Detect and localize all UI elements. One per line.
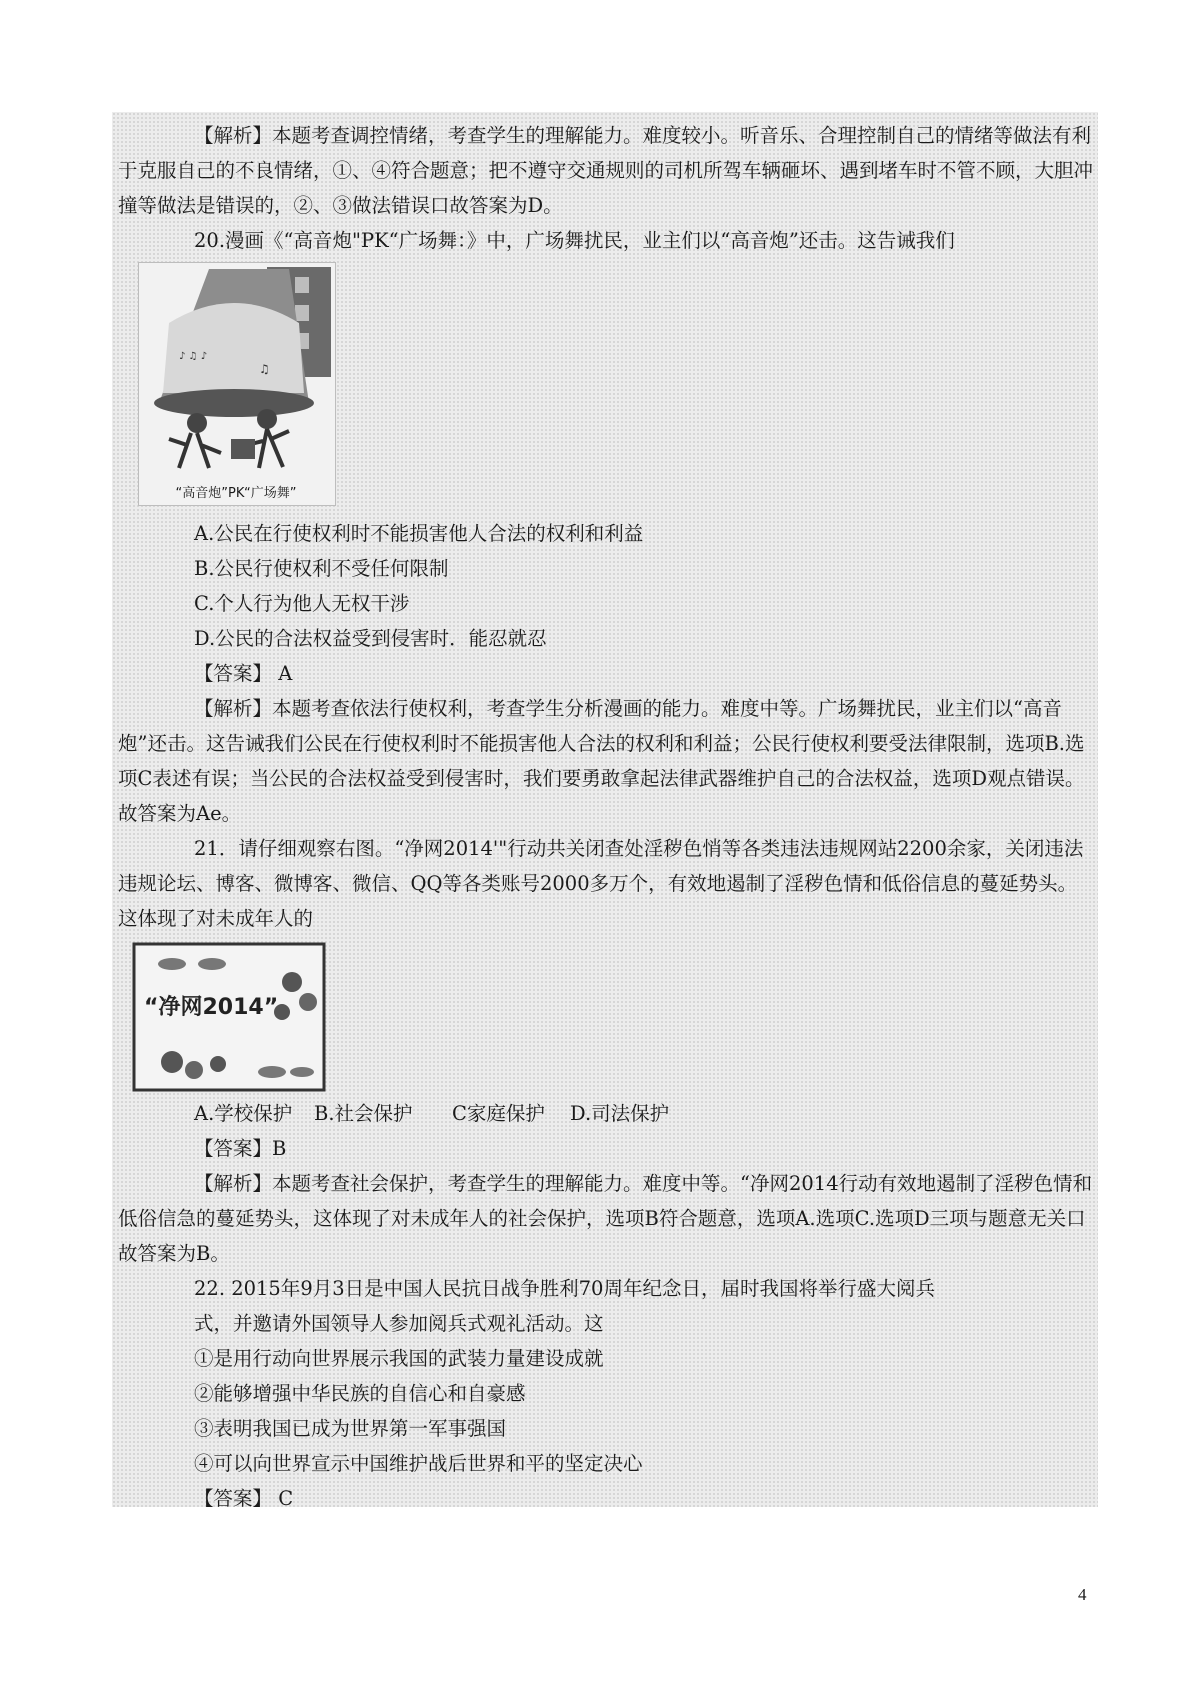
q21-option-c: C家庭保护 — [452, 1102, 545, 1125]
q20-analysis: 【解析】本题考查依法行使权利，考查学生分析漫画的能力。难度中等。广场舞扰民，业主们以“高音炮”还击。这告诫我们公民在行使权利时不能损害他人合法的权利和利益；公民行使权利要受法律限制，选项B.选项C表述有误；当公民的合法权益受到侵害时，我们要勇敢拿起法律武器维护自己的合法权益，选项D观点错误。故答案为Ae。 — [118, 697, 1085, 825]
page-number: 4 — [1078, 1585, 1087, 1604]
page-content — [118, 118, 1094, 1516]
q22-item-3: ③表明我国已成为世界第一军事强国 — [194, 1417, 507, 1440]
q22-question-line1: 22. 2015年9月3日是中国人民抗日战争胜利70周年纪念日，届时我国将举行盛大阅兵 — [194, 1277, 935, 1300]
q21-image-caption: “净网2014” — [144, 995, 279, 1020]
q21-option-a: A.学校保护 — [194, 1102, 293, 1125]
q20-image-caption: “高音炮”PK“广场舞” — [175, 486, 297, 501]
svg-text:♪ ♫ ♪: ♪ ♫ ♪ — [179, 351, 208, 362]
q20-option-d: D.公民的合法权益受到侵害时．能忍就忍 — [194, 627, 547, 650]
q20-option-b: B.公民行使权利不受任何限制 — [194, 557, 449, 580]
q21-answer: 【答案】B — [194, 1137, 287, 1160]
svg-text:♫: ♫ — [259, 362, 270, 376]
q20-question: 20.漫画《“高音炮"PK“广场舞：》中，广场舞扰民，业主们以“高音炮”还击。这告诫我们 — [194, 229, 955, 252]
q22-item-2: ②能够增强中华民族的自信心和自豪感 — [194, 1382, 526, 1405]
q20-cartoon-image — [138, 262, 336, 506]
q21-option-d: D.司法保护 — [570, 1102, 670, 1125]
q22-item-4: ④可以向世界宣示中国维护战后世界和平的坚定决心 — [194, 1452, 643, 1475]
q21-question: 21．请仔细观察右图。“净网2014'"行动共关闭查处淫秽色悄等各类违法违规网站2200余家，关闭违法违规论坛、博客、微博客、微信、QQ等各类账号2000多万个，有效地遏制了淫秽色情和低俗信息的蔓延势头。这体现了对未成年人的 — [118, 837, 1084, 930]
q20-answer: 【答案】 A — [194, 662, 293, 685]
q20-option-a: A.公民在行使权利时不能损害他人合法的权利和利益 — [194, 522, 644, 545]
q22-question-line2: 式，并邀请外国领导人参加阅兵式观礼活动。这 — [194, 1312, 604, 1335]
q22-item-1: ①是用行动向世界展示我国的武装力量建设成就 — [194, 1347, 604, 1370]
q21-analysis: 【解析】本题考查社会保护，考查学生的理解能力。难度中等。“净网2014行动有效地遏制了淫秽色情和低俗信急的蔓延势头，这体现了对未成年人的社会保护，选项B符合题意，选项A.选项C.选项D三项与题意无关口故答案为B。 — [118, 1172, 1093, 1265]
q21-image — [132, 942, 326, 1092]
q21-options — [118, 1096, 1094, 1131]
q20-option-c: C.个人行为他人无权干涉 — [194, 592, 410, 615]
q21-option-b: B.社会保护 — [314, 1102, 413, 1125]
q22-answer: 【答案】 C — [194, 1487, 294, 1510]
q19-analysis: 【解析】本题考查调控情绪，考查学生的理解能力。难度较小。听音乐、合理控制自己的情绪等做法有利于克服自己的不良情绪，①、④符合题意；把不遵守交通规则的司机所驾车辆砸坏、遇到堵车时不管不顾，大胆冲撞等做法是错误的，②、③做法错误口故答案为D。 — [118, 124, 1094, 217]
